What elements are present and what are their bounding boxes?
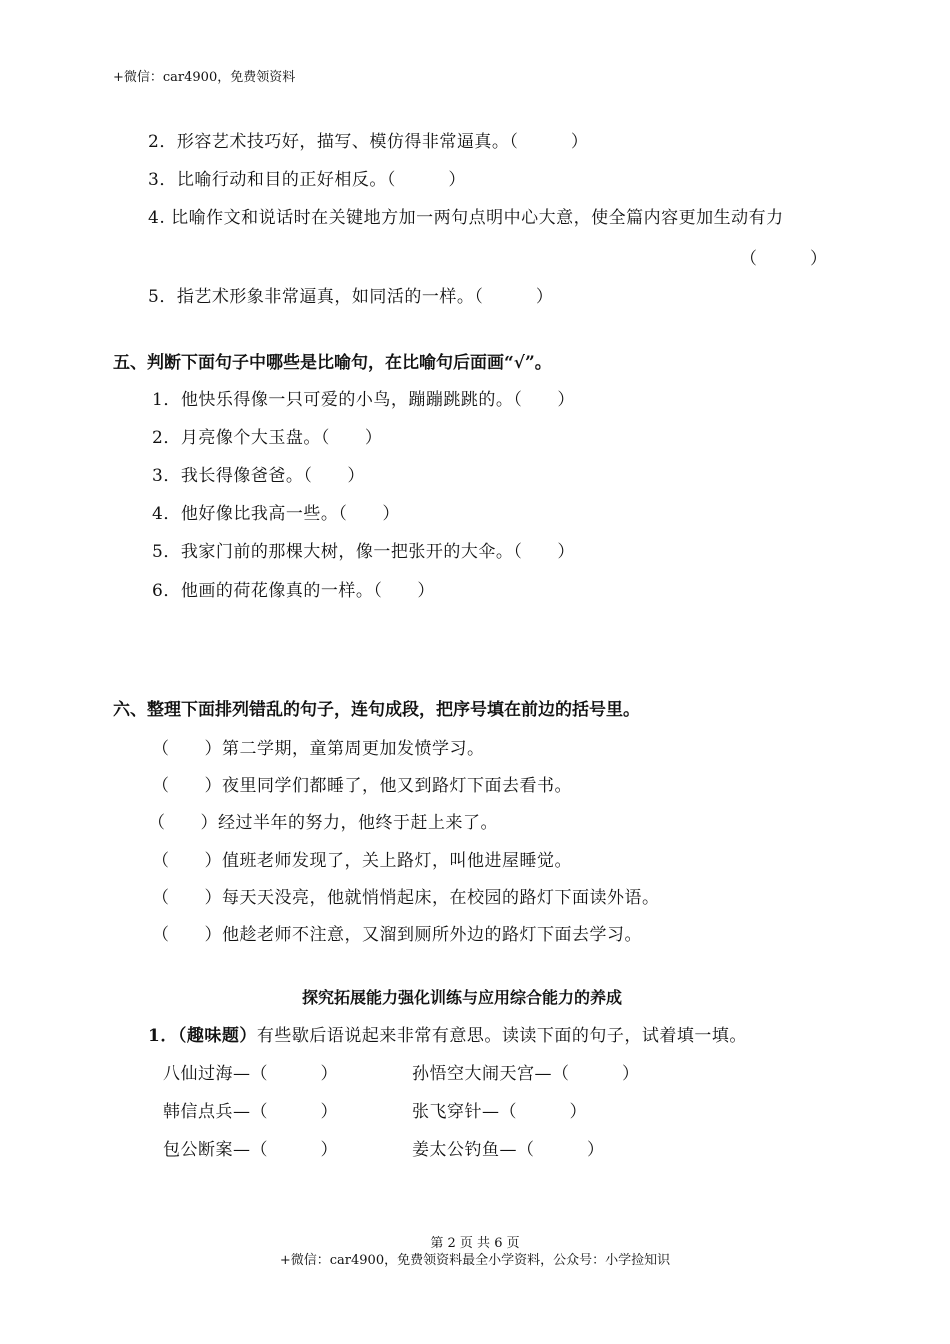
section5-item-6: 6．他画的荷花像真的一样。（ ） [152, 581, 435, 601]
riddle-2: 孙悟空大闹天宫—（ ） [412, 1064, 640, 1084]
section5-item-2: 2．月亮像个大玉盘。（ ） [152, 428, 383, 448]
section6-item-5: （ ）每天天没亮，他就悄悄起床，在校园的路灯下面读外语。 [152, 888, 660, 908]
section4-item-4-blank: （ ） [740, 249, 828, 269]
section4-item-4: 4. 比喻作文和说话时在关键地方加一两句点明中心大意，使全篇内容更加生动有力 [148, 208, 784, 228]
header-note: +微信：car4900，免费领资料 [113, 70, 296, 85]
section4-item-2: 2．形容艺术技巧好，描写、模仿得非常逼真。（ ） [148, 132, 589, 152]
section5-item-4: 4．他好像比我高一些。（ ） [152, 504, 400, 524]
section6-item-1: （ ）第二学期，童第周更加发愤学习。 [152, 739, 485, 759]
extension-title: 探究拓展能力强化训练与应用综合能力的养成 [302, 988, 623, 1007]
section6-item-3: （ ）经过半年的努力，他终于赶上来了。 [148, 813, 498, 833]
riddle-1: 八仙过海—（ ） [163, 1064, 338, 1084]
riddle-5: 包公断案—（ ） [163, 1140, 338, 1160]
riddle-6: 姜太公钓鱼—（ ） [412, 1140, 605, 1160]
section4-item-5: 5．指艺术形象非常逼真，如同活的一样。（ ） [148, 287, 554, 307]
section6-item-2: （ ）夜里同学们都睡了，他又到路灯下面去看书。 [152, 776, 572, 796]
footer-page-number: 第 2 页 共 6 页 [430, 1236, 520, 1251]
section6-title: 六、整理下面排列错乱的句子，连句成段，把序号填在前边的括号里。 [113, 700, 640, 720]
riddle-4: 张飞穿针—（ ） [412, 1102, 587, 1122]
extension-question [148, 1021, 747, 1046]
section5-item-3: 3．我长得像爸爸。（ ） [152, 466, 365, 486]
question-tag: （趣味题） [177, 1026, 257, 1046]
section6-item-6: （ ）他趁老师不注意，又溜到厕所外边的路灯下面去学习。 [152, 925, 642, 945]
section4-item-3: 3．比喻行动和目的正好相反。（ ） [148, 170, 466, 190]
riddle-3: 韩信点兵—（ ） [163, 1102, 338, 1122]
section6-item-4: （ ）值班老师发现了，关上路灯，叫他进屋睡觉。 [152, 851, 572, 871]
question-number: 1． [148, 1026, 178, 1046]
footer-note: +微信：car4900，免费领资料最全小学资料，公众号：小学捡知识 [279, 1253, 671, 1268]
section5-item-1: 1．他快乐得像一只可爱的小鸟，蹦蹦跳跳的。（ ） [152, 390, 575, 410]
section5-title: 五、判断下面句子中哪些是比喻句，在比喻句后面画“√”。 [113, 353, 552, 373]
section5-item-5: 5．我家门前的那棵大树，像一把张开的大伞。（ ） [152, 542, 575, 562]
question-text: 有些歇后语说起来非常有意思。读读下面的句子，试着填一填。 [256, 1026, 747, 1046]
